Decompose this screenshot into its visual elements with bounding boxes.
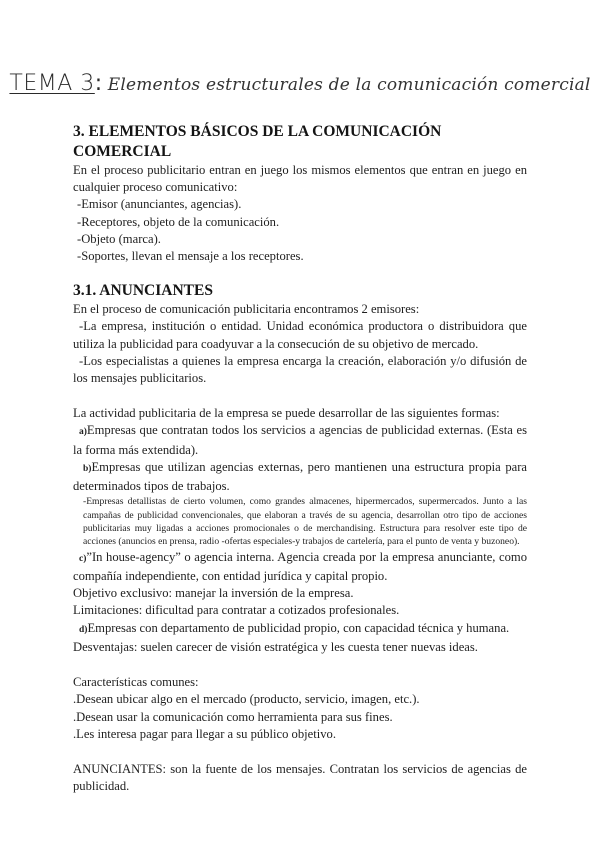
forma-b-note: -Empresas detallistas de cierto volumen, como grandes almacenes, hipermercados, supermercados. Junto a las campañas de publicidad convencionales, que elaboran a través de su agencia, desarrollan otro tipo de acciones publicitarias muy ligadas a acciones promocionales o de merchandising. Estructura para resolver este tipo de acciones (anuncios en prensa, radio -ofertas especiales-y trabajos de cartelería, para el punto de venta y buzoneo). [83,496,527,548]
emisor-1-text: -La empresa, institución o entidad. Unidad económica productora o distribuidora que utiliza la publicidad para coadyuvar a la consecución de su objetivo de mercado. [73,319,527,351]
list-item: -Emisor (anunciantes, agencias). [77,197,242,212]
list-item: -Objeto (marca). [77,231,161,246]
forma-b-label: b) [83,463,92,474]
forma-c-text: ”In house-agency” o agencia interna. Agencia creada por la empresa anunciante, como compañía independiente, con entidad jurídica y capital propio. [73,549,527,584]
formas-intro: La actividad publicitaria de la empresa se puede desarrollar de las siguientes formas: [73,406,500,421]
objetivo-text: Objetivo exclusivo: manejar la inversión de la empresa. [73,586,354,601]
list-item: .Les interesa pagar para llegar a su público objetivo. [73,726,336,741]
desventajas-text: Desventajas: suelen carecer de visión estratégica y les cuesta tener nuevas ideas. [73,639,478,654]
page-title [0,70,600,96]
title-tema: TEMA 3 [9,71,95,96]
list-item: .Desean ubicar algo en el mercado (producto, servicio, imagen, etc.). [73,692,420,707]
section-3-heading: 3. ELEMENTOS BÁSICOS DE LA COMUNICACIÓN COMERCIAL [73,123,442,160]
forma-a-label: a) [79,427,87,438]
forma-c [73,549,527,585]
forma-d-label: d) [79,624,88,635]
document-body [73,122,527,795]
limitaciones-text: Limitaciones: dificultad para contratar a cotizados profesionales. [73,603,400,618]
forma-d-text: Empresas con departamento de publicidad propio, con capacidad técnica y humana. [87,620,510,635]
forma-a-text: Empresas que contratan todos los servicios a agencias de publicidad externas. (Esta es la forma más extendida). [73,423,527,457]
conclusion-text: ANUNCIANTES: son la fuente de los mensajes. Contratan los servicios de agencias de publicidad. [73,761,527,794]
emisor-2 [73,353,527,387]
section-3-intro: En el proceso publicitario entran en juego los mismos elementos que entran en juego en cualquier proceso comunicativo: [73,163,527,195]
title-colon: : [94,71,103,96]
section-31-heading: 3.1. ANUNCIANTES [73,282,213,300]
emisor-1 [73,318,527,352]
forma-c-label: c) [79,553,87,564]
list-item: -Receptores, objeto de la comunicación. [77,214,280,229]
section-31-intro: En el proceso de comunicación publicitaria encontramos 2 emisores: [73,302,420,317]
forma-b [73,459,527,495]
forma-a [73,422,527,458]
caracteristicas-title: Características comunes: [73,675,199,690]
forma-d [73,620,527,639]
forma-b-text: Empresas que utilizan agencias externas, pero mantienen una estructura propia para determinados tipos de trabajos. [73,459,527,494]
list-item: -Soportes, llevan el mensaje a los receptores. [77,249,304,264]
emisor-2-text: -Los especialistas a quienes la empresa encarga la creación, elaboración y/o difusión de los mensajes publicitarios. [73,353,527,386]
list-item: .Desean usar la comunicación como herramienta para sus fines. [73,709,393,724]
title-subtitle: Elementos estructurales de la comunicación comercial [107,75,591,95]
